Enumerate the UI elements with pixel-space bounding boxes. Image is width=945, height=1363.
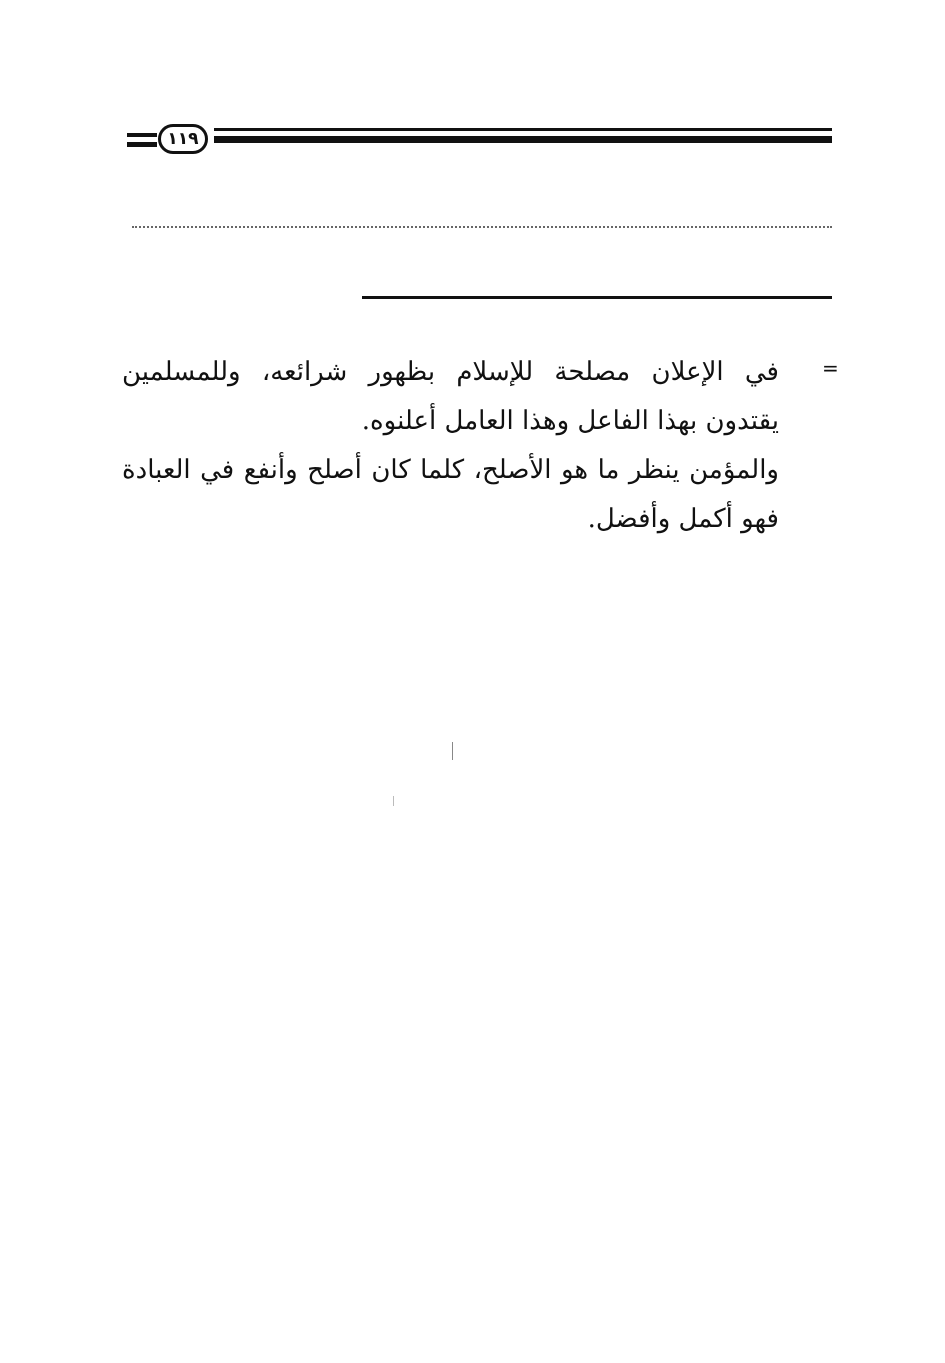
paragraph: والمؤمن ينظر ما هو الأصلح، كلما كان أصلح وأنفع في العبادة فهو أكمل وأفضل. — [122, 455, 779, 534]
header-rule-right — [214, 128, 832, 148]
scan-speck — [393, 796, 394, 806]
body-text — [122, 348, 779, 544]
scan-speck — [452, 742, 453, 760]
dotted-separator — [132, 226, 832, 228]
footnote-separator-rule — [362, 296, 832, 299]
paragraph: في الإعلان مصلحة للإسلام بظهور شرائعه، وللمسلمين يقتدون بهذا الفاعل وهذا العامل أعلنوه. — [122, 357, 779, 436]
header-rule-left — [127, 133, 157, 148]
continuation-mark: = — [822, 356, 839, 380]
page-number: ١١٩ — [158, 124, 208, 154]
